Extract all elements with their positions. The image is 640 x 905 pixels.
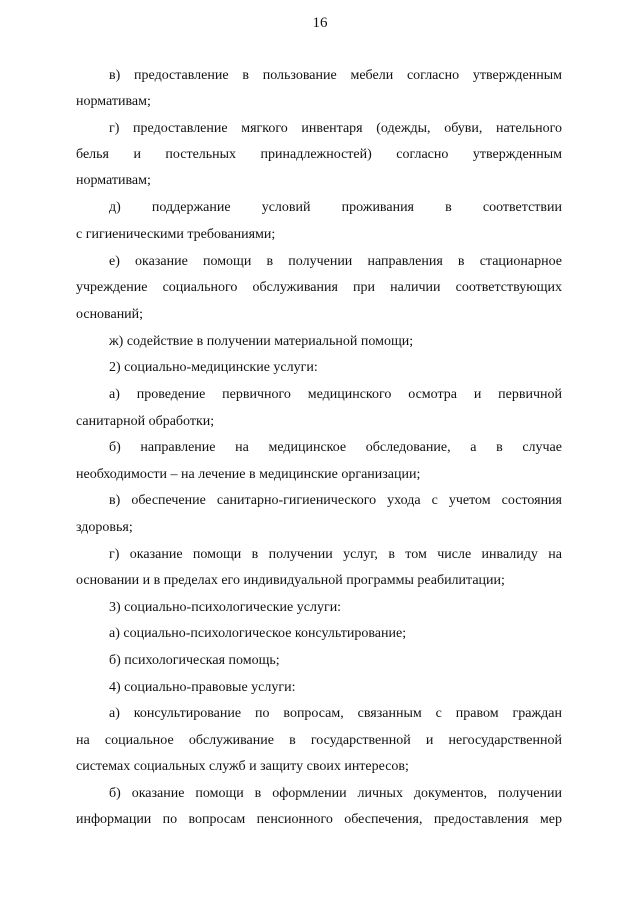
text-line: оснований; bbox=[76, 307, 144, 322]
page-number: 16 bbox=[312, 15, 328, 31]
text-line: здоровья; bbox=[76, 520, 133, 535]
text-line: белья и постельных принадлежностей) согласно утвержденным bbox=[76, 147, 562, 162]
text-line: нормативам; bbox=[76, 94, 151, 109]
text-line: нормативам; bbox=[76, 173, 151, 188]
text-line: информации по вопросам пенсионного обеспечения, предоставления мер bbox=[76, 812, 562, 827]
text-line: 3) социально-психологические услуги: bbox=[109, 600, 342, 615]
text-line: б) психологическая помощь; bbox=[109, 653, 280, 668]
text-line: на социальное обслуживание в государственной и негосударственной bbox=[76, 733, 562, 748]
text-line: системах социальных служб и защиту своих интересов; bbox=[76, 759, 409, 774]
text-line: а) проведение первичного медицинского осмотра и первичной bbox=[109, 387, 562, 402]
text-line: г) оказание помощи в получении услуг, в том числе инвалиду на bbox=[109, 547, 562, 562]
text-line: ж) содействие в получении материальной помощи; bbox=[109, 334, 414, 349]
text-line: а) социально-психологическое консультирование; bbox=[109, 626, 407, 641]
text-line: необходимости – на лечение в медицинские организации; bbox=[76, 467, 421, 482]
text-line: основании и в пределах его индивидуальной программы реабилитации; bbox=[76, 573, 505, 588]
text-line: а) консультирование по вопросам, связанным с правом граждан bbox=[109, 706, 562, 721]
text-line: учреждение социального обслуживания при наличии соответствующих bbox=[76, 280, 562, 295]
text-line: в) предоставление в пользование мебели согласно утвержденным bbox=[109, 68, 562, 83]
text-line: б) оказание помощи в оформлении личных документов, получении bbox=[109, 786, 562, 801]
text-line: в) обеспечение санитарно-гигиенического ухода с учетом состояния bbox=[109, 493, 562, 508]
text-line: санитарной обработки; bbox=[76, 414, 215, 429]
text-line: г) предоставление мягкого инвентаря (одежды, обуви, нательного bbox=[109, 121, 562, 136]
text-line: д) поддержание условий проживания в соответствии bbox=[109, 200, 562, 215]
text-line: с гигиеническими требованиями; bbox=[76, 227, 276, 242]
text-line: б) направление на медицинское обследование, а в случае bbox=[109, 440, 562, 455]
text-line: 4) социально-правовые услуги: bbox=[109, 680, 296, 695]
text-line: 2) социально-медицинские услуги: bbox=[109, 360, 318, 375]
text-line: е) оказание помощи в получении направления в стационарное bbox=[109, 254, 562, 269]
